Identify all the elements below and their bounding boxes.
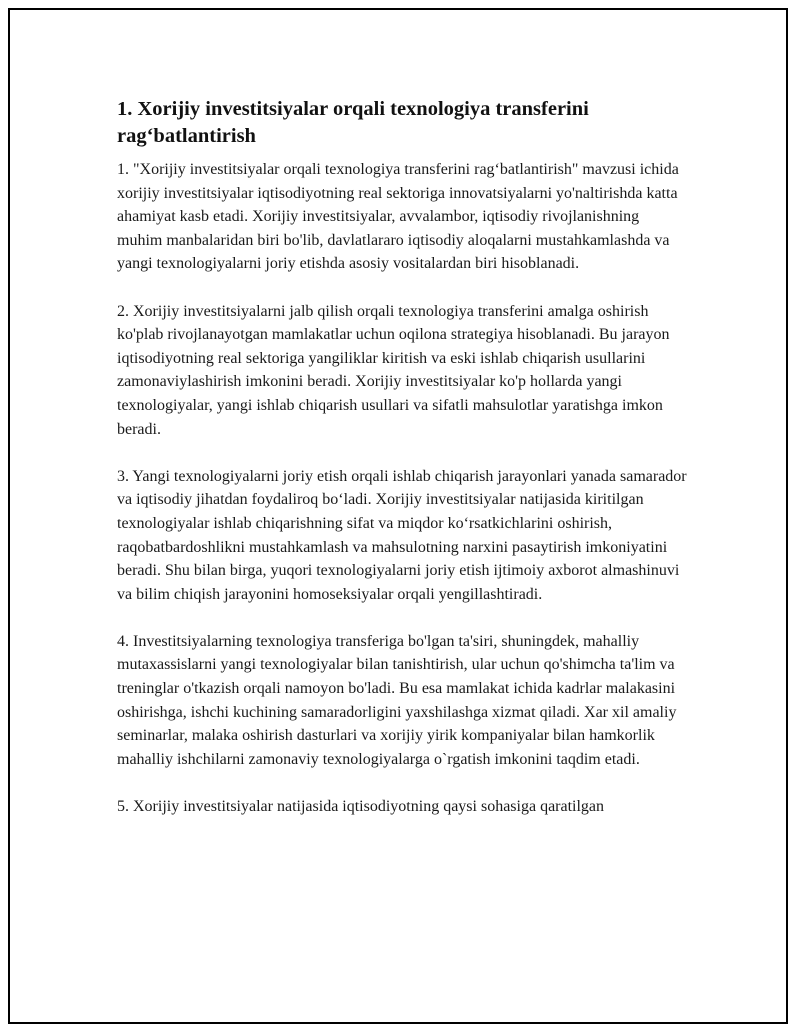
document-body [117,96,687,842]
paragraph-3: 3. Yangi texnologiyalarni joriy etish orqali ishlab chiqarish jarayonlari yanada samarador va iqtisodiy jihatdan foydaliroq bo‘ladi. Xorijiy investitsiyalar natijasida kiritilgan texnologiyalar ishlab chiqarishning sifat va miqdor ko‘rsatkichlarini oshirish, raqobatbardoshlikni mustahkamlash va mahsulotning narxini pasaytirish imkoniyatini beradi. Shu bilan birga, yuqori texnologiyalarni joriy etish ijtimoiy axborot almashinuvi va bilim chiqish jarayonini homoseksiyalar orqali yengillashtiradi. [117,467,687,603]
paragraph-1: 1. "Xorijiy investitsiyalar orqali texnologiya transferini rag‘batlantirish" mavzusi ichida xorijiy investitsiyalar iqtisodiyotning real sektoriga innovatsiyalarni yo'naltirishda katta ahamiyat kasb etadi. Xorijiy investitsiyalar, avvalambor, iqtisodiy rivojlanishning muhim manbalaridan biri bo'lib, davlatlararo iqtisodiy aloqalarni mustahkamlashda va yangi texnologiyalarni joriy etishda asosiy vositalardan biri hisoblanadi. [117,161,679,273]
paragraph-4: 4. Investitsiyalarning texnologiya transferiga bo'lgan ta'siri, shuningdek, mahalliy mutaxassislarni yangi texnologiyalar bilan tanishtirish, ular uchun qo'shimcha ta'lim va treninglar o'tkazish orqali namoyon bo'ladi. Bu esa mamlakat ichida kadrlar malakasini oshirishga, ishchi kuchining samaradorligini yaxshilashga xizmat qiladi. Xar xil amaliy seminarlar, malaka oshirish dasturlari va xorijiy yirik kompaniyalar bilan hamkorlik mahalliy ishchilarni zamonaviy texnologiyalarga o`rgatish imkonini taqdim etadi. [117,632,677,768]
paragraph-2: 2. Xorijiy investitsiyalarni jalb qilish orqali texnologiya transferini amalga oshirish ko'plab rivojlanayotgan mamlakatlar uchun oqilona strategiya hisoblanadi. Bu jarayon iqtisodiyotning real sektoriga yangiliklar kiritish va eski ishlab chiqarish usullarini zamonaviylashirish imkonini beradi. Xorijiy investitsiyalar ko'p hollarda yangi texnologiyalar, yangi ishlab chiqarish usullari va sifatli mahsulotlar yaratishga imkon beradi. [117,302,670,438]
section-heading: 1. Xorijiy investitsiyalar orqali texnologiya transferini rag‘batlantirish [117,98,589,147]
paragraph-5: 5. Xorijiy investitsiyalar natijasida iqtisodiyotning qaysi sohasiga qaratilgan [117,798,605,816]
